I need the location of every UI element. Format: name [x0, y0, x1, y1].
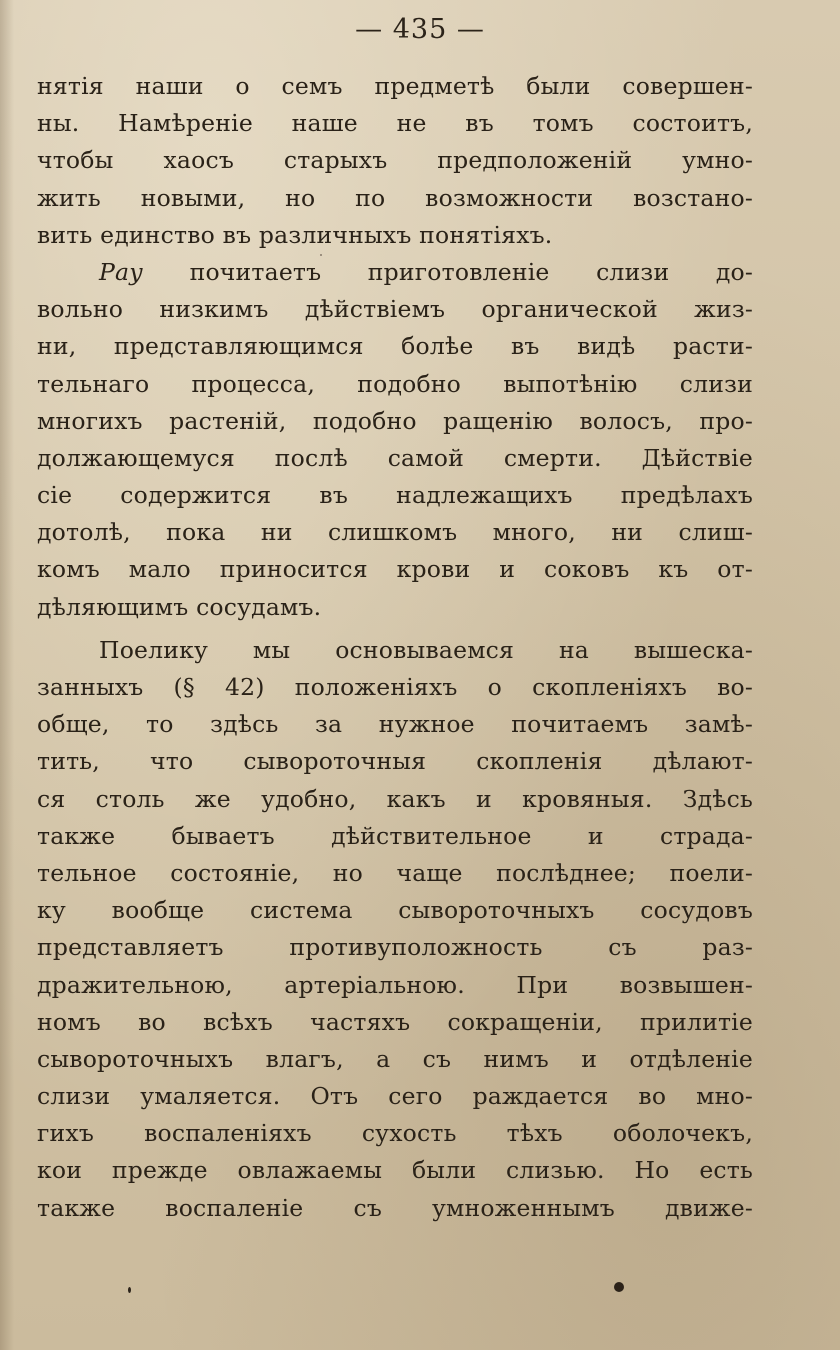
text-line: дѣляющимъ сосудамъ.	[37, 592, 322, 621]
text-line: занныхъ (§ 42) положеніяхъ о скопленіяхъ во-	[37, 673, 753, 701]
body-text	[37, 68, 753, 1227]
ink-speck	[614, 1282, 624, 1292]
text-line: дотолѣ, пока ни слишкомъ много, ни слиш-	[37, 518, 753, 547]
paragraph-2	[37, 254, 753, 626]
text-line: нятія наши о семъ предметѣ были совершен-	[37, 72, 753, 100]
text-line: гихъ воспаленіяхъ сухость тѣхъ оболочекъ,	[37, 1119, 753, 1148]
page-number: — 435 —	[355, 14, 485, 45]
text-line: ны. Намѣреніе наше не въ томъ состоитъ,	[37, 109, 753, 138]
text-line: тельнаго процесса, подобно выпотѣнію слизи	[37, 369, 753, 398]
text-line: ку вообще система сывороточныхъ сосудовъ	[37, 896, 753, 925]
text-line: номъ во всѣхъ частяхъ сокращеніи, прилитіе	[37, 1007, 753, 1036]
text-line: тить, что сывороточныя скопленія дѣлают-	[37, 747, 753, 776]
text-line: кои прежде овлажаемы были слизью. Но есть	[37, 1156, 753, 1185]
text-line: также воспаленіе съ умноженнымъ движе-	[37, 1193, 753, 1222]
paragraph-1	[37, 68, 753, 254]
text-line: обще, то здѣсь за нужное почитаемъ замѣ-	[37, 710, 753, 739]
text-line: также бываетъ дѣйствительное и страда-	[37, 821, 753, 850]
text-line: Поелику мы основываемся на вышеска-	[99, 635, 753, 664]
text-line: многихъ растеній, подобно ращенію волосъ, про-	[37, 406, 753, 435]
text-line: ни, представляющимся болѣе въ видѣ расти-	[37, 332, 753, 361]
text-line	[37, 254, 753, 291]
text-span: почитаетъ приготовленіе слизи до-	[143, 257, 753, 286]
text-line: сывороточныхъ влагъ, а съ нимъ и отдѣленіе	[37, 1044, 753, 1073]
text-line: слизи умаляется. Отъ сего раждается во мно-	[37, 1082, 753, 1111]
binding-shadow	[0, 0, 14, 1350]
text-line: должающемуся послѣ самой смерти. Дѣйствіе	[37, 443, 753, 472]
ink-speck	[128, 1287, 131, 1293]
text-line: вольно низкимъ дѣйствіемъ органической жиз-	[37, 295, 753, 324]
text-line: жить новыми, но по возможности возстано-	[37, 183, 753, 212]
text-line: представляетъ противуположность съ раз-	[37, 933, 753, 962]
text-line: сіе содержится въ надлежащихъ предѣлахъ	[37, 481, 753, 510]
paragraph-3	[37, 632, 753, 1227]
text-line: чтобы хаосъ старыхъ предположеній умно-	[37, 146, 753, 175]
text-line: вить единство въ различныхъ понятіяхъ.	[37, 220, 553, 249]
ink-speck	[320, 254, 322, 256]
text-line: тельное состояніе, но чаще послѣднее; поели-	[37, 858, 753, 887]
text-line: дражительною, артеріальною. При возвышен-	[37, 970, 753, 999]
author-name: Рау	[99, 257, 144, 286]
text-line: ся столь же удобно, какъ и кровяныя. Здѣсь	[37, 784, 753, 813]
text-line: комъ мало приносится крови и соковъ къ от-	[37, 555, 753, 584]
